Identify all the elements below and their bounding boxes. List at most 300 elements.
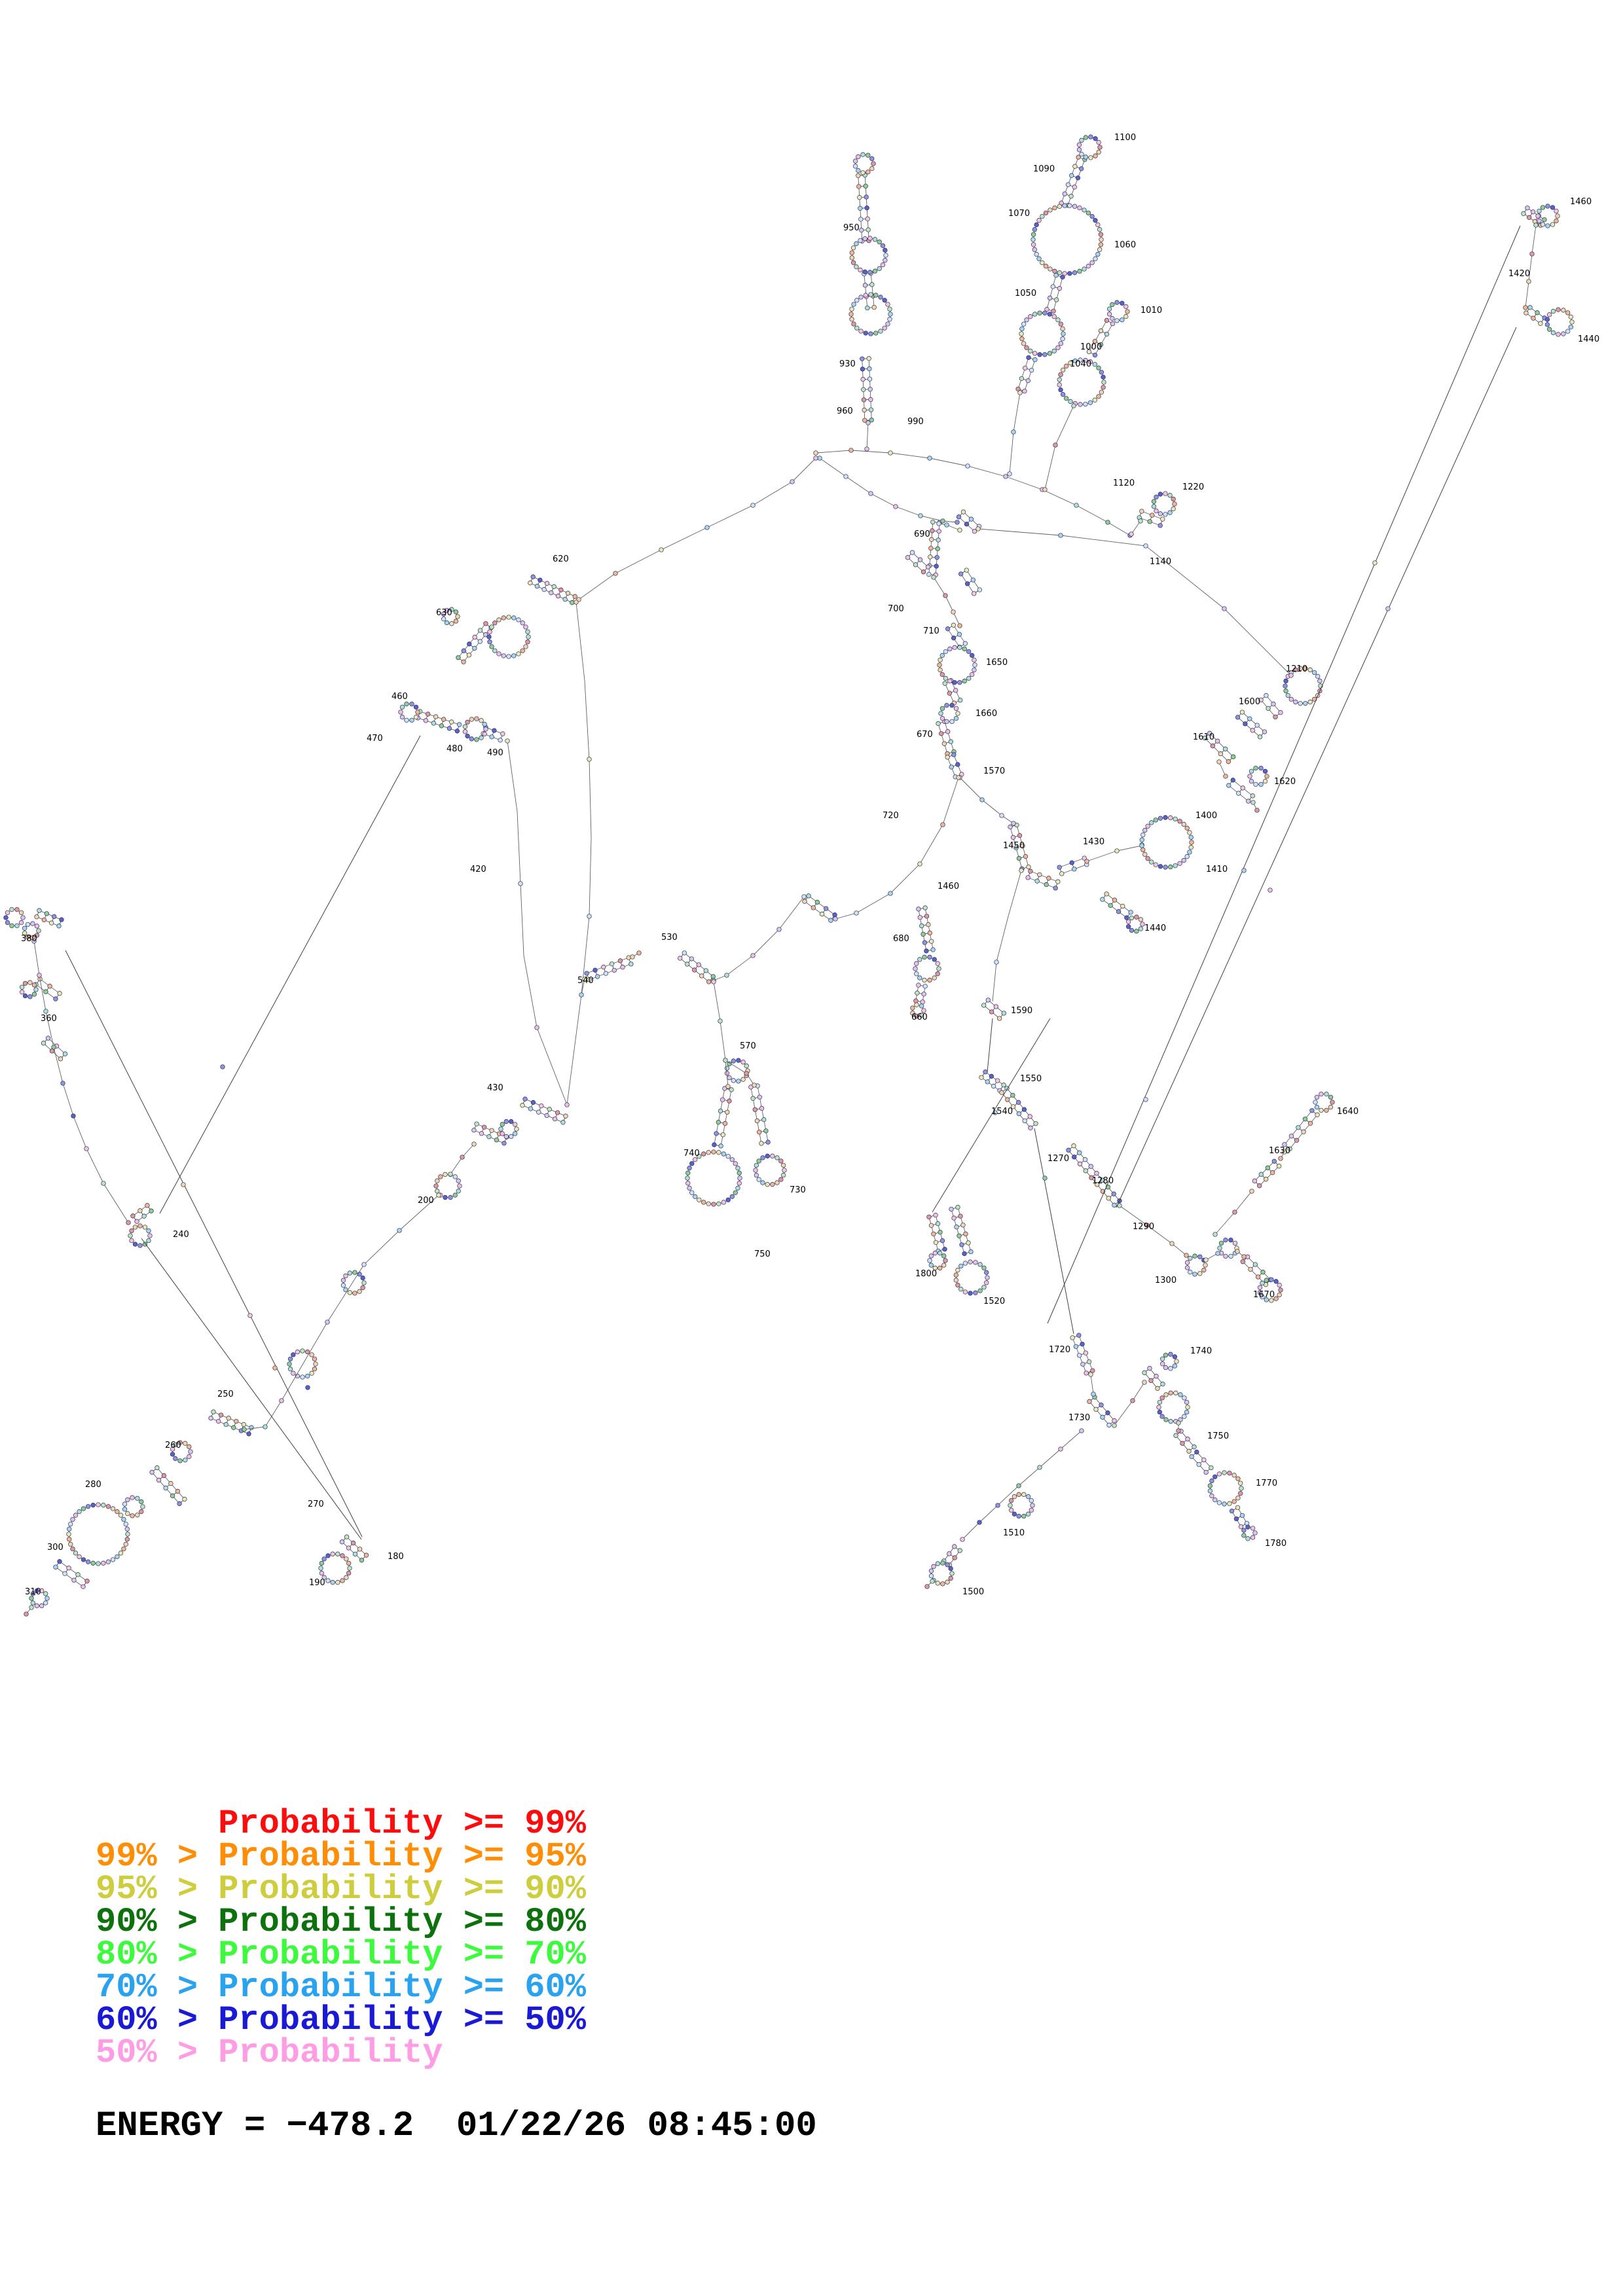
nt-dot bbox=[1053, 206, 1057, 210]
nt-dot bbox=[1069, 173, 1074, 178]
nt-dot bbox=[986, 998, 991, 1003]
nt-dot bbox=[1542, 217, 1547, 222]
nt-dot bbox=[921, 570, 926, 575]
backbone-chain bbox=[934, 577, 960, 626]
nt-dot bbox=[952, 1216, 957, 1221]
nt-dot bbox=[593, 968, 598, 973]
nt-dot bbox=[951, 636, 956, 641]
nt-dot bbox=[473, 635, 477, 639]
position-label: 180 bbox=[388, 1552, 404, 1562]
nt-dot bbox=[504, 1134, 509, 1139]
nt-dot bbox=[1547, 327, 1552, 332]
position-label: 1140 bbox=[1150, 557, 1172, 567]
nt-dot bbox=[940, 653, 945, 658]
nt-dot bbox=[1531, 316, 1536, 321]
nt-dot bbox=[941, 823, 945, 827]
nt-dot bbox=[1017, 856, 1021, 861]
nt-dot bbox=[856, 173, 861, 178]
nt-dot bbox=[1193, 1272, 1197, 1277]
nt-dot bbox=[458, 1184, 462, 1189]
nt-dot bbox=[1255, 808, 1260, 813]
nt-dot bbox=[947, 679, 952, 683]
nt-dot bbox=[921, 932, 926, 937]
nt-dot bbox=[883, 326, 887, 331]
nt-dot bbox=[706, 1150, 711, 1155]
nt-dot bbox=[928, 978, 932, 982]
nt-dot bbox=[441, 717, 446, 722]
nt-dot bbox=[1061, 336, 1065, 341]
nt-dot bbox=[122, 1502, 127, 1507]
nt-dot bbox=[741, 1077, 746, 1082]
nt-dot bbox=[43, 1601, 48, 1605]
nt-dot bbox=[449, 720, 454, 725]
nt-dot bbox=[26, 922, 30, 927]
nt-dot bbox=[1004, 475, 1008, 479]
nt-dot bbox=[32, 983, 37, 988]
nt-dot bbox=[96, 1562, 101, 1566]
nt-dot bbox=[1249, 779, 1254, 783]
nt-dot bbox=[49, 921, 54, 925]
nt-dot bbox=[130, 1514, 135, 1518]
nt-dot bbox=[953, 1556, 957, 1560]
nt-dot bbox=[248, 1314, 253, 1318]
nt-dot bbox=[864, 293, 868, 298]
nt-dot bbox=[490, 625, 494, 630]
position-label: 480 bbox=[447, 744, 463, 754]
nt-dot bbox=[1082, 267, 1087, 272]
nt-dot bbox=[1235, 715, 1240, 720]
helix-strand bbox=[871, 274, 874, 308]
nt-dot bbox=[1027, 355, 1031, 360]
nt-dot bbox=[864, 184, 868, 188]
nt-dot bbox=[1023, 389, 1027, 393]
position-label: 1430 bbox=[1083, 837, 1105, 847]
nt-dot bbox=[1197, 1462, 1201, 1467]
position-label: 1070 bbox=[1008, 209, 1030, 219]
position-label: 1290 bbox=[1133, 1222, 1155, 1232]
nt-dot bbox=[1056, 880, 1061, 884]
nt-dot bbox=[1251, 800, 1256, 805]
nt-dot bbox=[604, 971, 608, 976]
position-label: 470 bbox=[367, 734, 383, 744]
nt-dot bbox=[1008, 1503, 1013, 1508]
nt-dot bbox=[1078, 206, 1082, 210]
nt-dot bbox=[601, 965, 606, 969]
nt-dot bbox=[1163, 865, 1168, 870]
nt-dot bbox=[687, 1186, 692, 1191]
nt-dot bbox=[929, 1569, 934, 1573]
nt-dot bbox=[956, 1283, 960, 1287]
position-label: 680 bbox=[893, 934, 909, 944]
nt-dot bbox=[1188, 850, 1192, 855]
nt-dot bbox=[462, 660, 466, 664]
nt-dot bbox=[685, 1171, 690, 1175]
nt-dot bbox=[1025, 346, 1029, 350]
nt-dot bbox=[119, 1551, 123, 1556]
nt-dot bbox=[1528, 305, 1533, 310]
nt-dot bbox=[71, 1517, 75, 1522]
nt-dot bbox=[863, 283, 867, 288]
nt-dot bbox=[883, 258, 888, 262]
nt-dot bbox=[1198, 1255, 1203, 1259]
position-label: 190 bbox=[309, 1578, 325, 1588]
position-label: 1450 bbox=[1003, 841, 1025, 851]
nt-dot bbox=[362, 1263, 367, 1267]
nt-dot bbox=[559, 588, 564, 592]
backbone-chain bbox=[507, 741, 567, 1105]
nt-dot bbox=[1250, 1535, 1255, 1540]
nt-dot bbox=[353, 1291, 357, 1296]
nt-dot bbox=[929, 546, 934, 550]
nt-dot bbox=[790, 480, 795, 484]
position-label: 1780 bbox=[1265, 1539, 1287, 1549]
nt-dot bbox=[1116, 910, 1121, 914]
nt-dot bbox=[346, 1561, 351, 1566]
nt-dot bbox=[914, 961, 919, 966]
nt-dot bbox=[1231, 755, 1235, 759]
nt-dot bbox=[1233, 1210, 1237, 1215]
nt-dot bbox=[943, 1247, 947, 1251]
nt-dot bbox=[753, 1107, 757, 1112]
nt-dot bbox=[958, 1287, 963, 1291]
position-label: 1650 bbox=[986, 658, 1008, 668]
nt-dot bbox=[1168, 493, 1173, 498]
nt-dot bbox=[139, 1499, 143, 1504]
nt-dot bbox=[1012, 821, 1016, 826]
nt-dot bbox=[954, 716, 958, 721]
nt-dot bbox=[997, 1016, 1002, 1021]
nt-dot bbox=[71, 1114, 76, 1119]
nt-dot bbox=[1048, 267, 1053, 272]
nt-dot bbox=[618, 959, 623, 963]
nt-dot bbox=[1169, 1419, 1173, 1424]
nt-dot bbox=[917, 958, 922, 962]
nt-dot bbox=[712, 980, 716, 984]
nt-dot bbox=[761, 1181, 765, 1185]
nt-dot bbox=[341, 1278, 346, 1283]
nt-dot bbox=[37, 908, 42, 913]
nt-dot bbox=[1217, 1472, 1222, 1477]
nt-dot bbox=[861, 377, 866, 382]
nt-dot bbox=[1107, 307, 1112, 312]
nt-dot bbox=[405, 718, 409, 723]
nt-dot bbox=[148, 1234, 153, 1238]
nt-dot bbox=[325, 1320, 330, 1325]
nt-dot bbox=[721, 1132, 725, 1137]
nt-dot bbox=[1017, 1492, 1021, 1497]
nt-dot bbox=[1077, 1354, 1082, 1358]
nt-dot bbox=[555, 1111, 560, 1115]
nt-dot bbox=[689, 1161, 694, 1166]
nt-dot bbox=[1161, 517, 1165, 522]
nt-dot bbox=[1173, 817, 1178, 821]
nt-dot bbox=[1059, 1447, 1063, 1452]
nt-dot bbox=[866, 421, 871, 425]
nt-dot bbox=[852, 322, 856, 327]
nt-dot bbox=[854, 298, 859, 302]
nt-dot bbox=[131, 1213, 136, 1218]
nt-dot bbox=[42, 918, 46, 922]
nt-dot bbox=[1091, 1392, 1096, 1397]
position-label: 730 bbox=[790, 1185, 806, 1195]
nt-dot bbox=[1257, 1183, 1262, 1188]
nt-dot bbox=[126, 1511, 130, 1516]
position-label: 1590 bbox=[1011, 1006, 1033, 1016]
nt-dot bbox=[943, 681, 947, 686]
nt-dot bbox=[247, 1432, 251, 1437]
nt-dot bbox=[759, 1106, 764, 1111]
nt-dot bbox=[737, 1058, 741, 1063]
nt-dot bbox=[961, 510, 966, 514]
position-label: 1720 bbox=[1049, 1345, 1071, 1355]
nt-dot bbox=[128, 1234, 133, 1238]
nt-dot bbox=[1120, 301, 1125, 306]
nt-dot bbox=[1168, 511, 1173, 515]
nt-dot bbox=[935, 555, 939, 560]
nt-dot bbox=[111, 1507, 115, 1511]
nt-dot bbox=[1104, 318, 1109, 323]
nt-dot bbox=[958, 1264, 963, 1268]
nt-dot bbox=[46, 1036, 50, 1041]
nt-dot bbox=[861, 171, 866, 175]
nt-dot bbox=[1057, 383, 1062, 387]
nt-dot bbox=[864, 331, 868, 336]
nt-dot bbox=[1279, 710, 1283, 715]
nt-dot bbox=[1158, 864, 1163, 869]
nt-dot bbox=[183, 1441, 188, 1446]
nt-dot bbox=[984, 1270, 989, 1275]
nt-dot bbox=[1184, 1253, 1189, 1258]
nt-dot bbox=[849, 312, 854, 317]
nt-dot bbox=[866, 306, 870, 310]
nt-dot bbox=[1053, 443, 1058, 448]
nt-dot bbox=[1236, 791, 1241, 796]
nt-dot bbox=[1241, 786, 1245, 791]
nt-dot bbox=[1011, 835, 1015, 840]
nt-dot bbox=[867, 356, 871, 361]
nt-dot bbox=[136, 1513, 140, 1517]
nt-dot bbox=[1059, 372, 1063, 377]
nt-dot bbox=[928, 955, 932, 960]
nt-dot bbox=[23, 994, 27, 998]
nt-dot bbox=[1308, 1121, 1313, 1126]
position-label: 630 bbox=[436, 608, 452, 618]
nt-dot bbox=[854, 911, 859, 916]
nt-dot bbox=[414, 715, 418, 719]
nt-dot bbox=[765, 1182, 770, 1187]
nt-dot bbox=[966, 1241, 971, 1246]
nt-dot bbox=[717, 1150, 721, 1155]
nt-dot bbox=[1053, 886, 1058, 891]
nt-dot bbox=[1190, 840, 1194, 845]
nt-dot bbox=[1304, 701, 1308, 706]
nt-dot bbox=[1158, 1410, 1162, 1414]
nt-dot bbox=[759, 1141, 764, 1146]
nt-dot bbox=[926, 565, 930, 569]
nt-dot bbox=[922, 978, 927, 982]
backbone-chain bbox=[820, 458, 957, 522]
nt-dot bbox=[48, 984, 52, 989]
nt-dot bbox=[1550, 223, 1555, 227]
nt-dot bbox=[940, 706, 945, 711]
nt-dot bbox=[1324, 1092, 1329, 1096]
nt-dot bbox=[1112, 898, 1117, 903]
nt-dot bbox=[977, 588, 982, 592]
nt-dot bbox=[860, 357, 865, 361]
nt-dot bbox=[1140, 844, 1144, 848]
nt-dot bbox=[973, 663, 977, 668]
nt-dot bbox=[505, 739, 510, 744]
nt-dot bbox=[1038, 311, 1042, 315]
nt-dot bbox=[866, 170, 871, 174]
nt-dot bbox=[627, 956, 631, 960]
nt-dot bbox=[346, 1546, 351, 1551]
nt-dot bbox=[936, 961, 940, 966]
nt-dot bbox=[1059, 872, 1064, 876]
nt-dot bbox=[978, 1289, 983, 1293]
nt-dot bbox=[814, 456, 818, 461]
nt-dot bbox=[923, 906, 928, 910]
nt-dot bbox=[928, 555, 933, 560]
nt-dot bbox=[610, 961, 614, 966]
nt-dot bbox=[871, 162, 876, 166]
nt-dot bbox=[326, 1579, 331, 1583]
nt-dot bbox=[962, 679, 967, 683]
nt-dot bbox=[319, 1571, 324, 1575]
nt-dot bbox=[465, 720, 470, 725]
nt-dot bbox=[1084, 1169, 1088, 1174]
nt-dot bbox=[1224, 1238, 1228, 1242]
nt-dot bbox=[58, 1057, 63, 1062]
position-label: 1570 bbox=[983, 766, 1006, 776]
nt-dot bbox=[44, 990, 48, 994]
nt-dot bbox=[494, 1138, 499, 1142]
nt-dot bbox=[1095, 1171, 1099, 1175]
nt-dot bbox=[947, 647, 952, 651]
nt-dot bbox=[1158, 492, 1163, 497]
nt-dot bbox=[1258, 1285, 1262, 1290]
nt-dot bbox=[1255, 723, 1260, 728]
nt-dot bbox=[457, 723, 462, 727]
nt-dot bbox=[877, 240, 882, 244]
nt-dot bbox=[405, 702, 409, 706]
nt-dot bbox=[1223, 747, 1228, 751]
nt-dot bbox=[1158, 1400, 1162, 1405]
nt-dot bbox=[1029, 314, 1033, 319]
nt-dot bbox=[1026, 1494, 1030, 1499]
nt-dot bbox=[943, 594, 948, 598]
nt-dot bbox=[932, 958, 937, 962]
nt-dot bbox=[443, 1172, 448, 1177]
nt-dot bbox=[475, 717, 479, 721]
nt-dot bbox=[754, 1168, 758, 1173]
nt-dot bbox=[984, 1280, 989, 1285]
nt-dot bbox=[1140, 833, 1145, 837]
nt-dot bbox=[1112, 1192, 1116, 1196]
nt-dot bbox=[574, 600, 579, 605]
nt-dot bbox=[115, 1554, 120, 1559]
nt-dot bbox=[115, 1509, 120, 1514]
nt-dot bbox=[932, 1232, 936, 1236]
nt-dot bbox=[189, 1450, 193, 1454]
nt-dot bbox=[888, 451, 893, 456]
nt-dot bbox=[1259, 1172, 1264, 1177]
nt-dot bbox=[497, 618, 501, 622]
nt-dot bbox=[1279, 1288, 1283, 1293]
connector-line bbox=[65, 950, 362, 1537]
position-label: 1040 bbox=[1070, 359, 1092, 369]
nt-dot bbox=[81, 1507, 86, 1511]
nt-dot bbox=[1180, 1441, 1185, 1446]
nt-dot bbox=[1232, 1499, 1237, 1504]
nt-dot bbox=[951, 623, 956, 628]
nt-dot bbox=[678, 956, 682, 961]
nt-dot bbox=[1074, 1344, 1078, 1349]
nt-dot bbox=[937, 522, 941, 526]
nt-dot bbox=[945, 1563, 950, 1568]
nt-dot bbox=[1061, 327, 1065, 331]
nt-dot bbox=[1208, 1484, 1213, 1488]
nt-dot bbox=[1032, 247, 1037, 252]
nt-dot bbox=[1112, 1418, 1117, 1423]
nt-dot bbox=[945, 730, 950, 734]
nt-dot bbox=[1084, 1371, 1089, 1376]
nt-dot bbox=[701, 1152, 706, 1157]
nt-dot bbox=[1083, 1157, 1087, 1162]
nt-dot bbox=[932, 976, 937, 980]
nt-dot bbox=[929, 1574, 934, 1579]
nt-dot bbox=[1284, 679, 1288, 683]
nt-dot bbox=[531, 1100, 536, 1105]
nt-dot bbox=[1072, 867, 1076, 872]
nt-dot bbox=[1017, 1111, 1021, 1116]
position-label: 670 bbox=[917, 730, 933, 740]
nt-dot bbox=[1229, 1238, 1233, 1242]
nt-dot bbox=[447, 726, 452, 731]
nt-dot bbox=[1072, 270, 1077, 275]
nt-dot bbox=[1238, 1481, 1243, 1486]
nt-dot bbox=[173, 1456, 178, 1461]
position-label: 310 bbox=[25, 1587, 41, 1597]
nt-dot bbox=[435, 1179, 439, 1183]
nt-dot bbox=[91, 1503, 96, 1507]
position-label: 200 bbox=[418, 1196, 434, 1206]
nt-dot bbox=[1035, 879, 1040, 884]
nt-dot bbox=[723, 1121, 727, 1126]
nt-dot bbox=[940, 716, 945, 721]
nt-dot bbox=[67, 1566, 71, 1570]
nt-dot bbox=[1034, 252, 1039, 257]
nt-dot bbox=[1097, 150, 1101, 154]
nt-dot bbox=[565, 1103, 570, 1107]
nt-dot bbox=[685, 1176, 690, 1181]
legend-line-99-95: 99% > Probability >= 95% bbox=[96, 1837, 586, 1876]
nt-dot bbox=[952, 753, 957, 757]
nt-dot bbox=[779, 1177, 784, 1182]
nt-dot bbox=[943, 676, 948, 681]
position-label: 710 bbox=[923, 626, 939, 636]
nt-dot bbox=[926, 922, 931, 927]
nt-dot bbox=[520, 649, 525, 653]
nt-dot bbox=[101, 1181, 106, 1186]
nt-dot bbox=[528, 1107, 533, 1111]
nt-dot bbox=[1226, 759, 1231, 764]
nt-dot bbox=[1283, 684, 1288, 689]
nt-dot bbox=[1142, 852, 1147, 857]
nt-dot bbox=[15, 924, 20, 928]
nt-dot bbox=[1259, 766, 1264, 770]
nt-dot bbox=[81, 1585, 86, 1589]
